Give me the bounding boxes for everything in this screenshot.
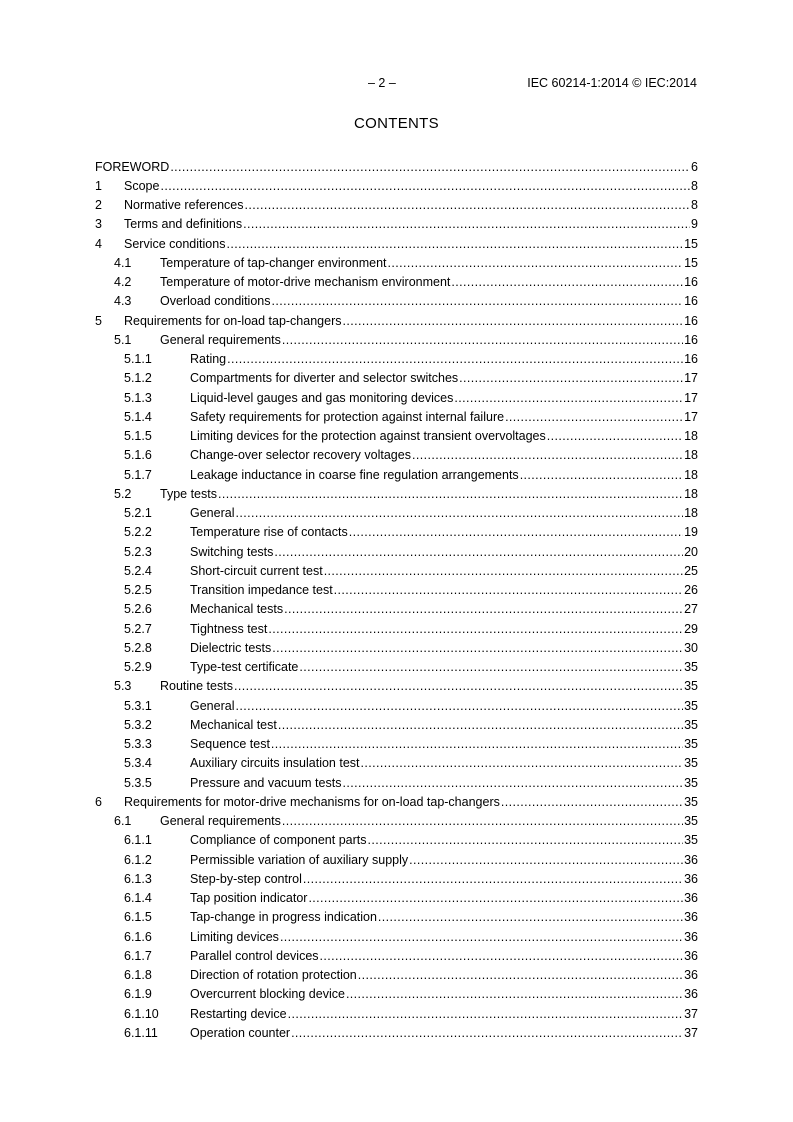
toc-entry-page: 16 [684, 352, 698, 367]
toc-entry-page: 27 [684, 602, 698, 617]
toc-entry-title: Mechanical test [190, 717, 277, 732]
toc-entry[interactable] [95, 696, 698, 715]
toc-entry-title: Normative references [124, 198, 244, 213]
toc-entry-page: 26 [684, 583, 698, 598]
toc-entry[interactable] [95, 369, 698, 388]
toc-entry[interactable] [95, 388, 698, 407]
dot-leader [358, 968, 683, 982]
toc-entry-page: 8 [691, 198, 698, 213]
toc-entry[interactable] [95, 1023, 698, 1042]
toc-entry-page: 18 [684, 448, 698, 463]
toc-entry[interactable] [95, 812, 698, 831]
dot-leader [409, 853, 683, 867]
dot-leader [282, 814, 683, 828]
toc-entry-title: Step-by-step control [190, 871, 302, 886]
toc-entry[interactable] [95, 311, 698, 330]
dot-leader [459, 371, 683, 385]
toc-entry-number: 5.2.7 [124, 621, 152, 636]
toc-entry-title: Compliance of component parts [190, 833, 367, 848]
toc-entry-page: 36 [684, 929, 698, 944]
toc-entry-page: 6 [691, 159, 698, 174]
toc-entry-title: Temperature of motor-drive mechanism environment [160, 275, 451, 290]
dot-leader [170, 160, 690, 174]
toc-entry-title: Type-test certificate [190, 660, 299, 675]
toc-entry-page: 35 [684, 794, 698, 809]
toc-entry-page: 18 [684, 486, 698, 501]
toc-entry-number: 5.2.3 [124, 544, 152, 559]
toc-entry-title: General [190, 506, 235, 521]
toc-entry-number: 5.3.2 [124, 717, 152, 732]
toc-entry-number: 5.1.7 [124, 467, 152, 482]
toc-entry-title: Restarting device [190, 1006, 287, 1021]
toc-entry-number: 6.1.8 [124, 968, 152, 983]
toc-entry[interactable] [95, 350, 698, 369]
dot-leader [451, 275, 683, 289]
dot-leader [278, 718, 683, 732]
dot-leader [243, 217, 690, 231]
toc-entry-title: Transition impedance test [190, 583, 333, 598]
toc-entry-number: 5.2.6 [124, 602, 152, 617]
toc-entry[interactable] [95, 985, 698, 1004]
dot-leader [282, 333, 683, 347]
toc-entry-page: 36 [684, 910, 698, 925]
toc-entry-title: Terms and definitions [124, 217, 243, 232]
toc-entry-number: 5.2.1 [124, 506, 152, 521]
toc-entry-title: Direction of rotation protection [190, 968, 357, 983]
dot-leader [308, 891, 683, 905]
dot-leader [272, 641, 683, 655]
dot-leader [268, 622, 683, 636]
toc-entry-page: 18 [684, 467, 698, 482]
toc-entry-page: 17 [684, 409, 698, 424]
toc-entry[interactable] [95, 196, 698, 215]
page-title: CONTENTS [354, 115, 439, 132]
toc-entry-page: 19 [684, 525, 698, 540]
toc-entry-page: 35 [684, 737, 698, 752]
toc-entry[interactable] [95, 234, 698, 253]
toc-entry-page: 35 [684, 717, 698, 732]
toc-entry-number: 5.1 [114, 332, 132, 347]
toc-entry-number: 5.1.2 [124, 371, 152, 386]
toc-entry[interactable] [95, 1004, 698, 1023]
toc-entry-title: Pressure and vacuum tests [190, 775, 342, 790]
toc-entry[interactable] [95, 735, 698, 754]
toc-entry-page: 35 [684, 833, 698, 848]
toc-entry[interactable] [95, 504, 698, 523]
toc-entry-page: 35 [684, 775, 698, 790]
toc-entry-number: 5.3.5 [124, 775, 152, 790]
toc-entry-page: 8 [691, 178, 698, 193]
toc-entry[interactable] [95, 946, 698, 965]
dot-leader [320, 949, 684, 963]
toc-entry-title: Permissible variation of auxiliary supply [190, 852, 409, 867]
dot-leader [346, 987, 683, 1001]
toc-entry-title: Type tests [160, 486, 217, 501]
toc-entry-title: Rating [190, 352, 227, 367]
toc-entry-number: 5.1.3 [124, 390, 152, 405]
toc-entry-page: 16 [684, 332, 698, 347]
toc-entry-title: Operation counter [190, 1025, 291, 1040]
toc-entry-title: General [190, 698, 235, 713]
toc-entry[interactable] [95, 715, 698, 734]
toc-entry-page: 36 [684, 948, 698, 963]
toc-entry[interactable] [95, 600, 698, 619]
toc-entry-number: 5.3 [114, 679, 132, 694]
dot-leader [361, 756, 684, 770]
toc-entry-title: General requirements [160, 814, 281, 829]
toc-entry[interactable] [95, 523, 698, 542]
toc-entry[interactable] [95, 850, 698, 869]
toc-entry-number: 4 [95, 236, 102, 251]
dot-leader [234, 679, 683, 693]
dot-leader [160, 179, 690, 193]
toc-entry-number: 6.1.11 [124, 1025, 158, 1040]
dot-leader [218, 487, 683, 501]
dot-leader [280, 930, 683, 944]
toc-entry[interactable] [95, 677, 698, 696]
toc-entry-page: 35 [684, 660, 698, 675]
toc-entry-page: 16 [684, 313, 698, 328]
toc-entry-title: Tightness test [190, 621, 268, 636]
toc-entry-page: 36 [684, 987, 698, 1002]
toc-entry-title: Liquid-level gauges and gas monitoring devices [190, 390, 454, 405]
toc-entry-number: 4.3 [114, 294, 132, 309]
toc-entry-page: 29 [684, 621, 698, 636]
toc-entry[interactable] [95, 542, 698, 561]
toc-entry[interactable] [95, 176, 698, 195]
toc-entry-number: 4.1 [114, 255, 132, 270]
dot-leader [274, 545, 683, 559]
toc-entry-number: 5.2.5 [124, 583, 152, 598]
toc-entry-page: 30 [684, 640, 698, 655]
toc-entry[interactable] [95, 754, 698, 773]
dot-leader [271, 294, 683, 308]
page-number: – 2 – [368, 76, 396, 90]
toc-entry-page: 35 [684, 698, 698, 713]
toc-entry-page: 17 [684, 371, 698, 386]
dot-leader [299, 660, 683, 674]
toc-entry-number: 2 [95, 198, 102, 213]
toc-entry[interactable] [95, 273, 698, 292]
dot-leader [271, 737, 683, 751]
toc-entry[interactable] [95, 927, 698, 946]
toc-entry-number: 6.1.4 [124, 891, 152, 906]
toc-entry-title: Sequence test [190, 737, 270, 752]
toc-entry-number: 5.1.4 [124, 409, 152, 424]
toc-entry[interactable] [95, 966, 698, 985]
toc-entry-title: Temperature of tap-changer environment [160, 255, 387, 270]
dot-leader [520, 468, 683, 482]
toc-entry-title: Safety requirements for protection against internal failure [190, 409, 505, 424]
toc-entry-title: Routine tests [160, 679, 233, 694]
dot-leader [303, 872, 683, 886]
toc-entry[interactable] [95, 292, 698, 311]
dot-leader [342, 776, 683, 790]
dot-leader [235, 506, 683, 520]
toc-entry-number: 5.3.4 [124, 756, 152, 771]
dot-leader [505, 410, 683, 424]
toc-entry-number: 5.1.1 [124, 352, 152, 367]
toc-entry-number: 5.1.5 [124, 429, 152, 444]
dot-leader [284, 602, 683, 616]
toc-entry[interactable] [95, 484, 698, 503]
dot-leader [367, 833, 683, 847]
toc-entry-title: Switching tests [190, 544, 274, 559]
dot-leader [291, 1026, 683, 1040]
dot-leader [245, 198, 691, 212]
dot-leader [226, 237, 683, 251]
toc-entry-number: 1 [95, 178, 102, 193]
dot-leader [288, 1007, 684, 1021]
toc-entry-title: Change-over selector recovery voltages [190, 448, 411, 463]
toc-entry[interactable] [95, 427, 698, 446]
toc-entry-title: Short-circuit current test [190, 563, 323, 578]
toc-entry-number: 5.2.8 [124, 640, 152, 655]
toc-entry-title: Requirements for on-load tap-changers [124, 313, 342, 328]
toc-entry-page: 16 [684, 294, 698, 309]
toc-entry-page: 25 [684, 563, 698, 578]
toc-entry-number: 3 [95, 217, 102, 232]
toc-entry-title: Dielectric tests [190, 640, 272, 655]
toc-entry-page: 37 [684, 1025, 698, 1040]
toc-entry-title: Parallel control devices [190, 948, 319, 963]
toc-entry-number: 6.1.10 [124, 1006, 159, 1021]
dot-leader [342, 314, 683, 328]
toc-entry[interactable] [95, 581, 698, 600]
toc-entry-title: Limiting devices [190, 929, 279, 944]
toc-entry-title: Mechanical tests [190, 602, 284, 617]
toc-entry-title: Tap position indicator [190, 891, 308, 906]
toc-entry-number: 5.3.1 [124, 698, 152, 713]
toc-entry-page: 36 [684, 891, 698, 906]
toc-entry[interactable] [95, 792, 698, 811]
toc-entry[interactable] [95, 157, 698, 176]
toc-entry[interactable] [95, 619, 698, 638]
toc-entry-page: 15 [684, 236, 698, 251]
toc-entry-title: Scope [124, 178, 160, 193]
toc-entry[interactable] [95, 330, 698, 349]
toc-entry[interactable] [95, 215, 698, 234]
toc-entry-number: 5 [95, 313, 102, 328]
toc-entry[interactable] [95, 908, 698, 927]
toc-entry-title: Overcurrent blocking device [190, 987, 345, 1002]
dot-leader [378, 910, 683, 924]
toc-entry-page: 35 [684, 814, 698, 829]
dot-leader [227, 352, 683, 366]
toc-entry[interactable] [95, 831, 698, 850]
toc-entry-number: 6.1.2 [124, 852, 152, 867]
dot-leader [324, 564, 683, 578]
toc-entry-number: 5.2.4 [124, 563, 152, 578]
toc-entry-title: Tap-change in progress indication [190, 910, 377, 925]
toc-entry-number: 5.2.9 [124, 660, 152, 675]
toc-entry[interactable] [95, 773, 698, 792]
toc-entry[interactable] [95, 253, 698, 272]
toc-entry-page: 15 [684, 255, 698, 270]
toc-entry[interactable] [95, 407, 698, 426]
toc-entry-number: 6 [95, 794, 102, 809]
table-of-contents [95, 157, 698, 1043]
toc-entry-page: 36 [684, 968, 698, 983]
toc-entry-page: 35 [684, 756, 698, 771]
toc-entry-title: Requirements for motor-drive mechanisms for on-load tap-changers [124, 794, 500, 809]
toc-entry-page: 9 [691, 217, 698, 232]
document-id: IEC 60214-1:2014 © IEC:2014 [527, 76, 697, 90]
toc-entry-number: 5.3.3 [124, 737, 152, 752]
toc-entry-page: 18 [684, 429, 698, 444]
dot-leader [501, 795, 683, 809]
toc-entry[interactable] [95, 561, 698, 580]
dot-leader [349, 525, 683, 539]
toc-entry-number: 6.1.1 [124, 833, 152, 848]
toc-entry[interactable] [95, 638, 698, 657]
toc-entry-title: Service conditions [124, 236, 226, 251]
toc-entry-number: 6.1.7 [124, 948, 152, 963]
toc-entry-title: Overload conditions [160, 294, 271, 309]
toc-entry-number: 6.1 [114, 814, 132, 829]
dot-leader [334, 583, 683, 597]
dot-leader [454, 391, 683, 405]
toc-entry-number: 4.2 [114, 275, 132, 290]
toc-entry[interactable] [95, 889, 698, 908]
toc-entry-title: Compartments for diverter and selector switches [190, 371, 459, 386]
toc-entry-title: Leakage inductance in coarse fine regulation arrangements [190, 467, 519, 482]
toc-entry-number: 6.1.6 [124, 929, 152, 944]
dot-leader [412, 448, 683, 462]
toc-entry-title: Temperature rise of contacts [190, 525, 348, 540]
toc-entry-page: 16 [684, 275, 698, 290]
toc-entry-page: 17 [684, 390, 698, 405]
toc-entry-number: 6.1.5 [124, 910, 152, 925]
toc-entry[interactable] [95, 446, 698, 465]
toc-entry-page: 37 [684, 1006, 698, 1021]
toc-entry[interactable] [95, 658, 698, 677]
toc-entry-page: 35 [684, 679, 698, 694]
toc-entry-number: 5.1.6 [124, 448, 152, 463]
toc-entry[interactable] [95, 465, 698, 484]
toc-entry-page: 36 [684, 871, 698, 886]
toc-entry-page: 20 [684, 544, 698, 559]
toc-entry-page: 36 [684, 852, 698, 867]
toc-entry-title: Limiting devices for the protection against transient overvoltages [190, 429, 546, 444]
toc-entry-number: 5.2.2 [124, 525, 152, 540]
toc-entry-title: Auxiliary circuits insulation test [190, 756, 360, 771]
dot-leader [388, 256, 684, 270]
dot-leader [547, 429, 683, 443]
toc-entry-number: 5.2 [114, 486, 132, 501]
toc-entry-number: 6.1.9 [124, 987, 152, 1002]
toc-entry-number: 6.1.3 [124, 871, 152, 886]
toc-entry-title: General requirements [160, 332, 281, 347]
toc-entry-title: FOREWORD [95, 159, 170, 174]
toc-entry[interactable] [95, 869, 698, 888]
dot-leader [235, 699, 683, 713]
toc-entry-page: 18 [684, 506, 698, 521]
